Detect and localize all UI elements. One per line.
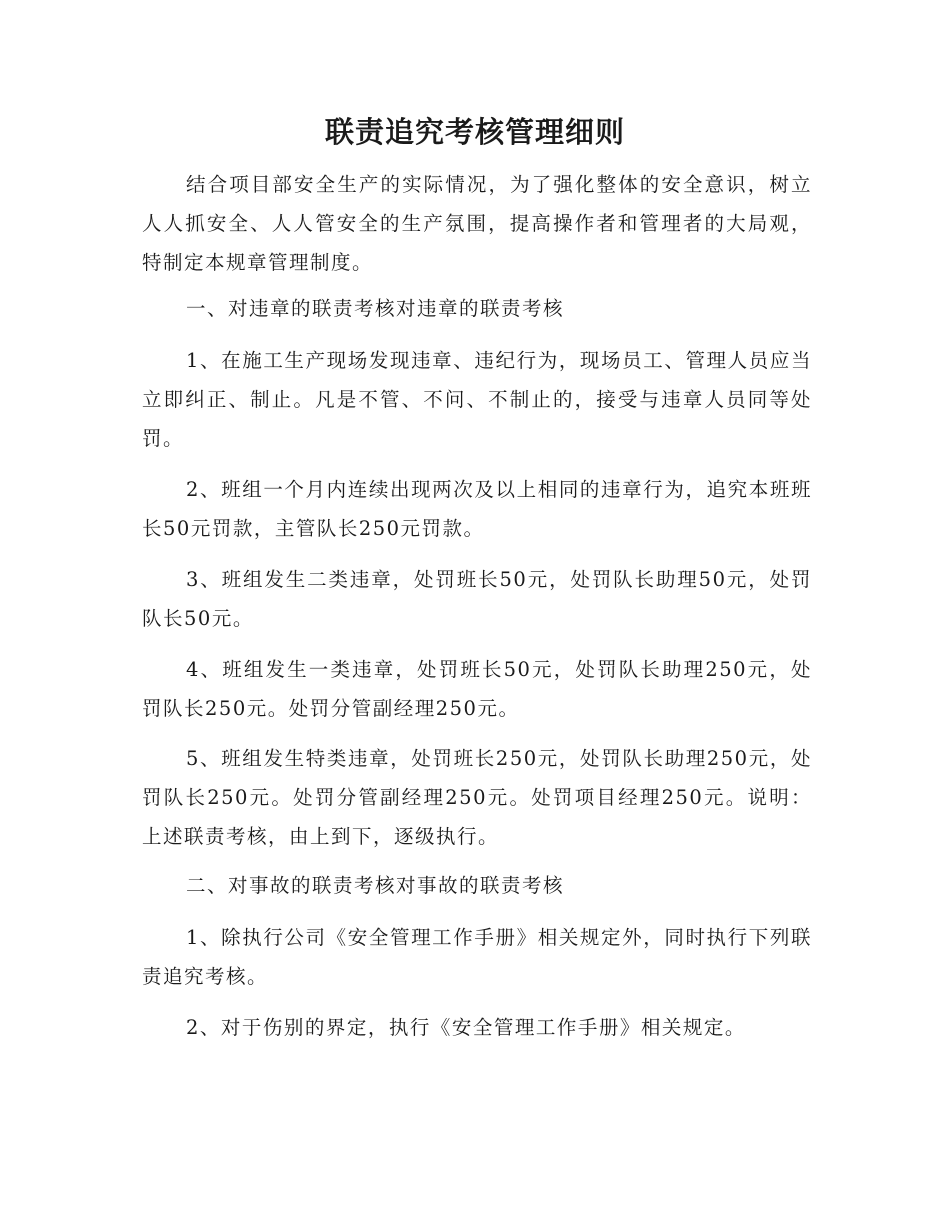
violation-clause-1: 1、在施工生产现场发现违章、违纪行为，现场员工、管理人员应当立即纠正、制止。凡是不管、不问、不制止的，接受与违章人员同等处罚。	[142, 349, 812, 450]
document-title: 联责追究考核管理细则	[324, 115, 625, 149]
accident-clause-1: 1、除执行公司《安全管理工作手册》相关规定外，同时执行下列联责追究考核。	[142, 926, 812, 988]
intro-paragraph: 结合项目部安全生产的实际情况，为了强化整体的安全意识，树立人人抓安全、人人管安全的生产氛围，提高操作者和管理者的大局观，特制定本规章管理制度。	[142, 173, 812, 274]
violation-clause-3: 3、班组发生二类违章，处罚班长50元，处罚队长助理50元，处罚队长50元。	[142, 568, 812, 630]
section-heading-accidents: 二、对事故的联责考核对事故的联责考核	[186, 874, 565, 897]
section-heading-violations: 一、对违章的联责考核对违章的联责考核	[186, 297, 565, 320]
violation-clause-2: 2、班组一个月内连续出现两次及以上相同的违章行为，追究本班班长50元罚款，主管队长250元罚款。	[142, 478, 812, 540]
violation-clause-4: 4、班组发生一类违章，处罚班长50元，处罚队长助理250元，处罚队长250元。处罚分管副经理250元。	[142, 658, 812, 720]
violation-clause-5: 5、班组发生特类违章，处罚班长250元，处罚队长助理250元，处罚队长250元。处罚分管副经理250元。处罚项目经理250元。说明：上述联责考核，由上到下，逐级执行。	[142, 747, 812, 848]
accident-clause-2: 2、对于伤别的界定，执行《安全管理工作手册》相关规定。	[186, 1016, 746, 1039]
